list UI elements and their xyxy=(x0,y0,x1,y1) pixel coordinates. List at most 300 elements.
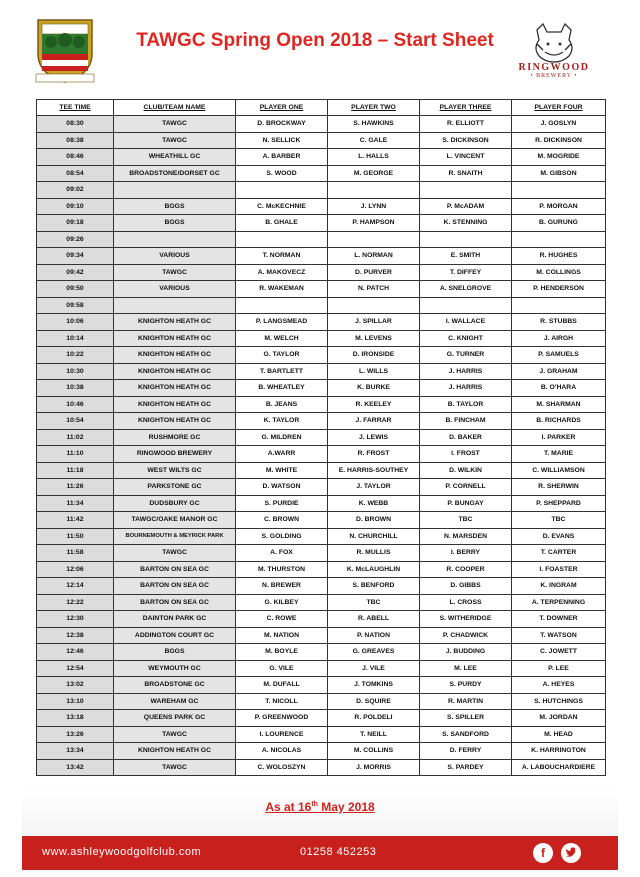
player-one-cell: K. TAYLOR xyxy=(236,413,328,430)
club-name-cell: KNIGHTON HEATH GC xyxy=(114,396,236,413)
player-four-cell: A. HEYES xyxy=(512,677,606,694)
column-header: PLAYER TWO xyxy=(328,100,420,116)
player-three-cell: P. CHADWICK xyxy=(420,627,512,644)
player-three-cell: R. COOPER xyxy=(420,561,512,578)
player-one-cell: G. MILDREN xyxy=(236,429,328,446)
player-three-cell: R. MARTIN xyxy=(420,693,512,710)
player-two-cell: N. PATCH xyxy=(328,281,420,298)
player-two-cell: K. BURKE xyxy=(328,380,420,397)
tee-time-cell: 11:50 xyxy=(37,528,114,545)
club-name-cell: DAINTON PARK GC xyxy=(114,611,236,628)
player-two-cell: R. KEELEY xyxy=(328,396,420,413)
player-two-cell: J. FARRAR xyxy=(328,413,420,430)
player-one-cell: D. BROCKWAY xyxy=(236,116,328,133)
player-four-cell: TBC xyxy=(512,512,606,529)
player-one-cell: S. GOLDING xyxy=(236,528,328,545)
tee-time-cell: 10:14 xyxy=(37,330,114,347)
page-title: TAWGC Spring Open 2018 – Start Sheet xyxy=(136,30,494,51)
player-two-cell: D. SQUIRE xyxy=(328,693,420,710)
player-four-cell: K. HARRINGTON xyxy=(512,743,606,760)
player-four-cell: B. RICHARDS xyxy=(512,413,606,430)
player-one-cell: A. BARBER xyxy=(236,149,328,166)
tee-time-cell: 11:26 xyxy=(37,479,114,496)
player-one-cell: T. BARTLETT xyxy=(236,363,328,380)
player-one-cell: A. MAKOVECZ xyxy=(236,264,328,281)
player-three-cell: D. WILKIN xyxy=(420,462,512,479)
player-four-cell: I. FOASTER xyxy=(512,561,606,578)
tee-time-cell: 12:38 xyxy=(37,627,114,644)
club-name-cell: KNIGHTON HEATH GC xyxy=(114,347,236,364)
club-name-cell: KNIGHTON HEATH GC xyxy=(114,413,236,430)
tee-time-cell: 08:54 xyxy=(37,165,114,182)
table-row xyxy=(37,693,606,710)
club-name-cell: BOURNEMOUTH & MEYRICK PARK xyxy=(114,528,236,545)
column-header: CLUB/TEAM NAME xyxy=(114,100,236,116)
player-two-cell: J. VILE xyxy=(328,660,420,677)
player-one-cell: M. BOYLE xyxy=(236,644,328,661)
table-row xyxy=(37,198,606,215)
tee-time-cell: 10:46 xyxy=(37,396,114,413)
player-four-cell: T. MARIE xyxy=(512,446,606,463)
player-four-cell: C. JOWETT xyxy=(512,644,606,661)
player-four-cell: P. MORGAN xyxy=(512,198,606,215)
player-one-cell: T. NICOLL xyxy=(236,693,328,710)
player-four-cell xyxy=(512,231,606,248)
player-one-cell xyxy=(236,297,328,314)
table-row xyxy=(37,165,606,182)
player-three-cell: P. BUNGAY xyxy=(420,495,512,512)
club-name-cell: WEST WILTS GC xyxy=(114,462,236,479)
club-name-cell: BARTON ON SEA GC xyxy=(114,561,236,578)
player-two-cell: K. McLAUGHLIN xyxy=(328,561,420,578)
tee-time-cell: 09:58 xyxy=(37,297,114,314)
tee-time-cell: 10:06 xyxy=(37,314,114,331)
player-four-cell: P. LEE xyxy=(512,660,606,677)
club-name-cell xyxy=(114,182,236,199)
tee-time-cell: 09:18 xyxy=(37,215,114,232)
player-four-cell: C. WILLIAMSON xyxy=(512,462,606,479)
table-row xyxy=(37,462,606,479)
tee-time-cell: 12:06 xyxy=(37,561,114,578)
sponsor-name: RINGWOOD xyxy=(518,62,590,73)
table-row xyxy=(37,116,606,133)
player-two-cell: E. HARRIS-SOUTHEY xyxy=(328,462,420,479)
club-name-cell: WHEATHILL GC xyxy=(114,149,236,166)
start-sheet-table xyxy=(36,99,606,776)
tee-time-cell: 10:30 xyxy=(37,363,114,380)
table-row xyxy=(37,413,606,430)
player-one-cell xyxy=(236,182,328,199)
table-row xyxy=(37,578,606,595)
table-body xyxy=(37,116,606,776)
tee-time-cell: 08:38 xyxy=(37,132,114,149)
player-three-cell: G. TURNER xyxy=(420,347,512,364)
table-row xyxy=(37,215,606,232)
player-one-cell: I. LOURENCE xyxy=(236,726,328,743)
club-name-cell: KNIGHTON HEATH GC xyxy=(114,314,236,331)
club-name-cell: ADDINGTON COURT GC xyxy=(114,627,236,644)
tee-time-cell: 11:10 xyxy=(37,446,114,463)
player-three-cell: K. STENNING xyxy=(420,215,512,232)
page-header xyxy=(0,0,640,92)
tee-time-cell: 10:22 xyxy=(37,347,114,364)
player-one-cell: G. VILE xyxy=(236,660,328,677)
tee-time-cell: 12:30 xyxy=(37,611,114,628)
player-one-cell: C. McKECHNIE xyxy=(236,198,328,215)
tee-time-cell: 11:34 xyxy=(37,495,114,512)
tee-time-cell: 10:54 xyxy=(37,413,114,430)
player-two-cell: R. MULLIS xyxy=(328,545,420,562)
table-row xyxy=(37,528,606,545)
player-four-cell: J. GRAHAM xyxy=(512,363,606,380)
player-one-cell: A. FOX xyxy=(236,545,328,562)
club-name-cell: TAWGC xyxy=(114,132,236,149)
club-name-cell xyxy=(114,297,236,314)
player-two-cell: T. NEILL xyxy=(328,726,420,743)
player-two-cell: J. TOMKINS xyxy=(328,677,420,694)
player-one-cell xyxy=(236,231,328,248)
player-four-cell: D. EVANS xyxy=(512,528,606,545)
player-four-cell: M. MOGRIDE xyxy=(512,149,606,166)
player-four-cell: M. JORDAN xyxy=(512,710,606,727)
tee-time-cell: 09:34 xyxy=(37,248,114,265)
tee-time-cell: 11:18 xyxy=(37,462,114,479)
player-one-cell: G. TAYLOR xyxy=(236,347,328,364)
player-one-cell: A.WARR xyxy=(236,446,328,463)
player-two-cell xyxy=(328,231,420,248)
player-two-cell: S. BENFORD xyxy=(328,578,420,595)
player-two-cell: R. ABELL xyxy=(328,611,420,628)
table-row xyxy=(37,512,606,529)
player-one-cell: C. BROWN xyxy=(236,512,328,529)
player-four-cell: B. GURUNG xyxy=(512,215,606,232)
player-two-cell: P. NATION xyxy=(328,627,420,644)
tee-time-cell: 09:42 xyxy=(37,264,114,281)
player-two-cell: G. GREAVES xyxy=(328,644,420,661)
club-name-cell xyxy=(114,231,236,248)
tee-time-cell: 13:02 xyxy=(37,677,114,694)
facebook-icon[interactable]: f xyxy=(533,843,553,863)
player-two-cell: J. TAYLOR xyxy=(328,479,420,496)
club-name-cell: RUSHMORE GC xyxy=(114,429,236,446)
tee-time-cell: 11:42 xyxy=(37,512,114,529)
table-row xyxy=(37,182,606,199)
player-three-cell: A. SNELGROVE xyxy=(420,281,512,298)
table-row xyxy=(37,429,606,446)
tee-time-cell: 12:14 xyxy=(37,578,114,595)
table-row xyxy=(37,380,606,397)
player-one-cell: G. KILBEY xyxy=(236,594,328,611)
player-three-cell: J. HARRIS xyxy=(420,380,512,397)
column-header: PLAYER FOUR xyxy=(512,100,606,116)
table-row xyxy=(37,347,606,364)
table-row xyxy=(37,396,606,413)
table-row xyxy=(37,594,606,611)
player-four-cell: K. INGRAM xyxy=(512,578,606,595)
table-row xyxy=(37,660,606,677)
player-three-cell: I. FROST xyxy=(420,446,512,463)
tee-time-cell: 09:26 xyxy=(37,231,114,248)
tee-time-cell: 08:30 xyxy=(37,116,114,133)
player-four-cell: R. HUGHES xyxy=(512,248,606,265)
player-two-cell xyxy=(328,297,420,314)
player-four-cell: R. STUBBS xyxy=(512,314,606,331)
player-three-cell: L. CROSS xyxy=(420,594,512,611)
player-two-cell: D. BROWN xyxy=(328,512,420,529)
club-name-cell: RINGWOOD BREWERY xyxy=(114,446,236,463)
club-name-cell: BGGS xyxy=(114,644,236,661)
player-two-cell: D. PURVER xyxy=(328,264,420,281)
table-row xyxy=(37,545,606,562)
player-two-cell: L. WILLS xyxy=(328,363,420,380)
tee-time-cell: 08:46 xyxy=(37,149,114,166)
player-two-cell: C. GALE xyxy=(328,132,420,149)
player-three-cell: B. FINCHAM xyxy=(420,413,512,430)
player-four-cell: M. HEAD xyxy=(512,726,606,743)
player-three-cell: M. LEE xyxy=(420,660,512,677)
player-three-cell: I. BERRY xyxy=(420,545,512,562)
club-name-cell: TAWGC xyxy=(114,116,236,133)
club-crest-logo xyxy=(34,12,96,84)
table-row xyxy=(37,743,606,760)
as-at-ordinal: th xyxy=(311,801,318,808)
table-row xyxy=(37,644,606,661)
player-one-cell: C. ROWE xyxy=(236,611,328,628)
player-one-cell: P. LANGSMEAD xyxy=(236,314,328,331)
player-four-cell: P. SAMUELS xyxy=(512,347,606,364)
club-name-cell: TAWGC xyxy=(114,726,236,743)
player-four-cell: T. WATSON xyxy=(512,627,606,644)
player-one-cell: M. THURSTON xyxy=(236,561,328,578)
player-one-cell: B. WHEATLEY xyxy=(236,380,328,397)
player-three-cell: T. DIFFEY xyxy=(420,264,512,281)
tee-time-cell: 11:58 xyxy=(37,545,114,562)
player-three-cell: S. SANDFORD xyxy=(420,726,512,743)
player-four-cell xyxy=(512,182,606,199)
player-four-cell: R. SHERWIN xyxy=(512,479,606,496)
table-row xyxy=(37,611,606,628)
player-one-cell: S. PURDIE xyxy=(236,495,328,512)
player-one-cell: R. WAKEMAN xyxy=(236,281,328,298)
club-name-cell: BGGS xyxy=(114,198,236,215)
player-two-cell: M. COLLINS xyxy=(328,743,420,760)
table-row xyxy=(37,495,606,512)
player-four-cell: P. HENDERSON xyxy=(512,281,606,298)
club-name-cell: BGGS xyxy=(114,215,236,232)
player-one-cell: T. NORMAN xyxy=(236,248,328,265)
player-three-cell: L. VINCENT xyxy=(420,149,512,166)
tee-time-cell: 12:46 xyxy=(37,644,114,661)
footer-phone: 01258 452253 xyxy=(300,846,377,858)
as-at-month-year: May 2018 xyxy=(317,800,375,814)
player-three-cell: S. DICKINSON xyxy=(420,132,512,149)
table-header-row xyxy=(37,100,606,116)
player-four-cell: B. O'HARA xyxy=(512,380,606,397)
club-name-cell: DUDSBURY GC xyxy=(114,495,236,512)
player-one-cell: S. WOOD xyxy=(236,165,328,182)
player-three-cell: P. McADAM xyxy=(420,198,512,215)
player-three-cell xyxy=(420,182,512,199)
player-three-cell xyxy=(420,297,512,314)
tee-time-cell: 09:50 xyxy=(37,281,114,298)
player-two-cell: TBC xyxy=(328,594,420,611)
player-two-cell: R. FROST xyxy=(328,446,420,463)
tee-time-cell: 10:38 xyxy=(37,380,114,397)
player-four-cell: T. CARTER xyxy=(512,545,606,562)
player-three-cell: S. SPILLER xyxy=(420,710,512,727)
tee-time-cell: 13:42 xyxy=(37,759,114,776)
footer-website-link[interactable]: www.ashleywoodgolfclub.com xyxy=(42,846,202,858)
player-three-cell: R. SNAITH xyxy=(420,165,512,182)
club-name-cell: VARIOUS xyxy=(114,281,236,298)
tee-time-cell: 09:02 xyxy=(37,182,114,199)
player-two-cell: N. CHURCHILL xyxy=(328,528,420,545)
table-row xyxy=(37,281,606,298)
player-four-cell: R. DICKINSON xyxy=(512,132,606,149)
player-four-cell: S. HUTCHINGS xyxy=(512,693,606,710)
table-row xyxy=(37,677,606,694)
as-at-date xyxy=(0,800,640,814)
table-row xyxy=(37,149,606,166)
table-row xyxy=(37,627,606,644)
player-two-cell: R. POLDELI xyxy=(328,710,420,727)
player-one-cell: C. WOLOSZYN xyxy=(236,759,328,776)
player-three-cell: E. SMITH xyxy=(420,248,512,265)
club-name-cell: TAWGC xyxy=(114,759,236,776)
table-row xyxy=(37,248,606,265)
tee-time-cell: 11:02 xyxy=(37,429,114,446)
club-name-cell: BROADSTONE GC xyxy=(114,677,236,694)
club-name-cell: BARTON ON SEA GC xyxy=(114,578,236,595)
twitter-icon[interactable] xyxy=(561,843,581,863)
table-row xyxy=(37,446,606,463)
player-two-cell: P. HAMPSON xyxy=(328,215,420,232)
tee-time-cell: 13:10 xyxy=(37,693,114,710)
player-four-cell: P. SHEPPARD xyxy=(512,495,606,512)
club-name-cell: QUEENS PARK GC xyxy=(114,710,236,727)
player-two-cell: D. IRONSIDE xyxy=(328,347,420,364)
club-name-cell: BROADSTONE/DORSET GC xyxy=(114,165,236,182)
player-three-cell: S. PARDEY xyxy=(420,759,512,776)
player-three-cell: S. WITHERIDGE xyxy=(420,611,512,628)
table-row xyxy=(37,710,606,727)
club-name-cell: VARIOUS xyxy=(114,248,236,265)
player-two-cell: J. MORRIS xyxy=(328,759,420,776)
tee-time-cell: 13:18 xyxy=(37,710,114,727)
player-one-cell: M. WELCH xyxy=(236,330,328,347)
player-two-cell: L. HALLS xyxy=(328,149,420,166)
player-one-cell: D. WATSON xyxy=(236,479,328,496)
player-four-cell xyxy=(512,297,606,314)
player-four-cell: I. PARKER xyxy=(512,429,606,446)
table-row xyxy=(37,330,606,347)
club-name-cell: TAWGC xyxy=(114,545,236,562)
table-row xyxy=(37,726,606,743)
club-name-cell: WEYMOUTH GC xyxy=(114,660,236,677)
tee-time-cell: 12:22 xyxy=(37,594,114,611)
player-four-cell: A. LABOUCHARDIERE xyxy=(512,759,606,776)
player-four-cell: A. TERPENNING xyxy=(512,594,606,611)
player-one-cell: A. NICOLAS xyxy=(236,743,328,760)
player-two-cell: M. LEVENS xyxy=(328,330,420,347)
tee-time-cell: 09:10 xyxy=(37,198,114,215)
club-name-cell: BARTON ON SEA GC xyxy=(114,594,236,611)
player-three-cell: TBC xyxy=(420,512,512,529)
player-one-cell: N. SELLICK xyxy=(236,132,328,149)
table-row xyxy=(37,479,606,496)
player-three-cell xyxy=(420,231,512,248)
player-three-cell: I. WALLACE xyxy=(420,314,512,331)
player-one-cell: B. JEANS xyxy=(236,396,328,413)
club-name-cell: KNIGHTON HEATH GC xyxy=(114,363,236,380)
player-three-cell: C. KNIGHT xyxy=(420,330,512,347)
tee-time-cell: 13:34 xyxy=(37,743,114,760)
table-row xyxy=(37,561,606,578)
sponsor-subtitle: • BREWERY • xyxy=(530,73,578,79)
club-name-cell: TAWGC xyxy=(114,264,236,281)
column-header: PLAYER THREE xyxy=(420,100,512,116)
player-one-cell: B. GHALE xyxy=(236,215,328,232)
table-row xyxy=(37,363,606,380)
player-four-cell: T. DOWNER xyxy=(512,611,606,628)
column-header: PLAYER ONE xyxy=(236,100,328,116)
club-name-cell: KNIGHTON HEATH GC xyxy=(114,743,236,760)
player-three-cell: J. BUDDING xyxy=(420,644,512,661)
player-one-cell: M. WHITE xyxy=(236,462,328,479)
club-name-cell: KNIGHTON HEATH GC xyxy=(114,380,236,397)
player-three-cell: J. HARRIS xyxy=(420,363,512,380)
club-name-cell: KNIGHTON HEATH GC xyxy=(114,330,236,347)
player-two-cell: K. WEBB xyxy=(328,495,420,512)
player-two-cell: J. LEWIS xyxy=(328,429,420,446)
player-one-cell: M. NATION xyxy=(236,627,328,644)
table-row xyxy=(37,297,606,314)
as-at-prefix: As at 16 xyxy=(265,800,312,814)
club-name-cell: WAREHAM GC xyxy=(114,693,236,710)
player-two-cell: L. NORMAN xyxy=(328,248,420,265)
club-name-cell: PARKSTONE GC xyxy=(114,479,236,496)
table-row xyxy=(37,132,606,149)
table-row xyxy=(37,759,606,776)
table-row xyxy=(37,231,606,248)
player-three-cell: D. FERRY xyxy=(420,743,512,760)
player-four-cell: J. AIRGH xyxy=(512,330,606,347)
club-name-cell: TAWGC/OAKE MANOR GC xyxy=(114,512,236,529)
player-two-cell xyxy=(328,182,420,199)
player-four-cell: M. SHARMAN xyxy=(512,396,606,413)
tee-time-cell: 12:54 xyxy=(37,660,114,677)
player-three-cell: S. PURDY xyxy=(420,677,512,694)
table-row xyxy=(37,264,606,281)
player-three-cell: B. TAYLOR xyxy=(420,396,512,413)
player-three-cell: D. BAKER xyxy=(420,429,512,446)
player-four-cell: M. COLLINGS xyxy=(512,264,606,281)
tee-time-cell: 13:26 xyxy=(37,726,114,743)
player-one-cell: P. GREENWOOD xyxy=(236,710,328,727)
player-two-cell: S. HAWKINS xyxy=(328,116,420,133)
player-two-cell: J. SPILLAR xyxy=(328,314,420,331)
player-one-cell: M. DUFALL xyxy=(236,677,328,694)
player-two-cell: J. LYNN xyxy=(328,198,420,215)
player-three-cell: N. MARSDEN xyxy=(420,528,512,545)
player-three-cell: R. ELLIOTT xyxy=(420,116,512,133)
player-three-cell: P. CORNELL xyxy=(420,479,512,496)
column-header: TEE TIME xyxy=(37,100,114,116)
table-row xyxy=(37,314,606,331)
player-one-cell: N. BREWER xyxy=(236,578,328,595)
player-four-cell: J. GOSLYN xyxy=(512,116,606,133)
player-four-cell: M. GIBSON xyxy=(512,165,606,182)
